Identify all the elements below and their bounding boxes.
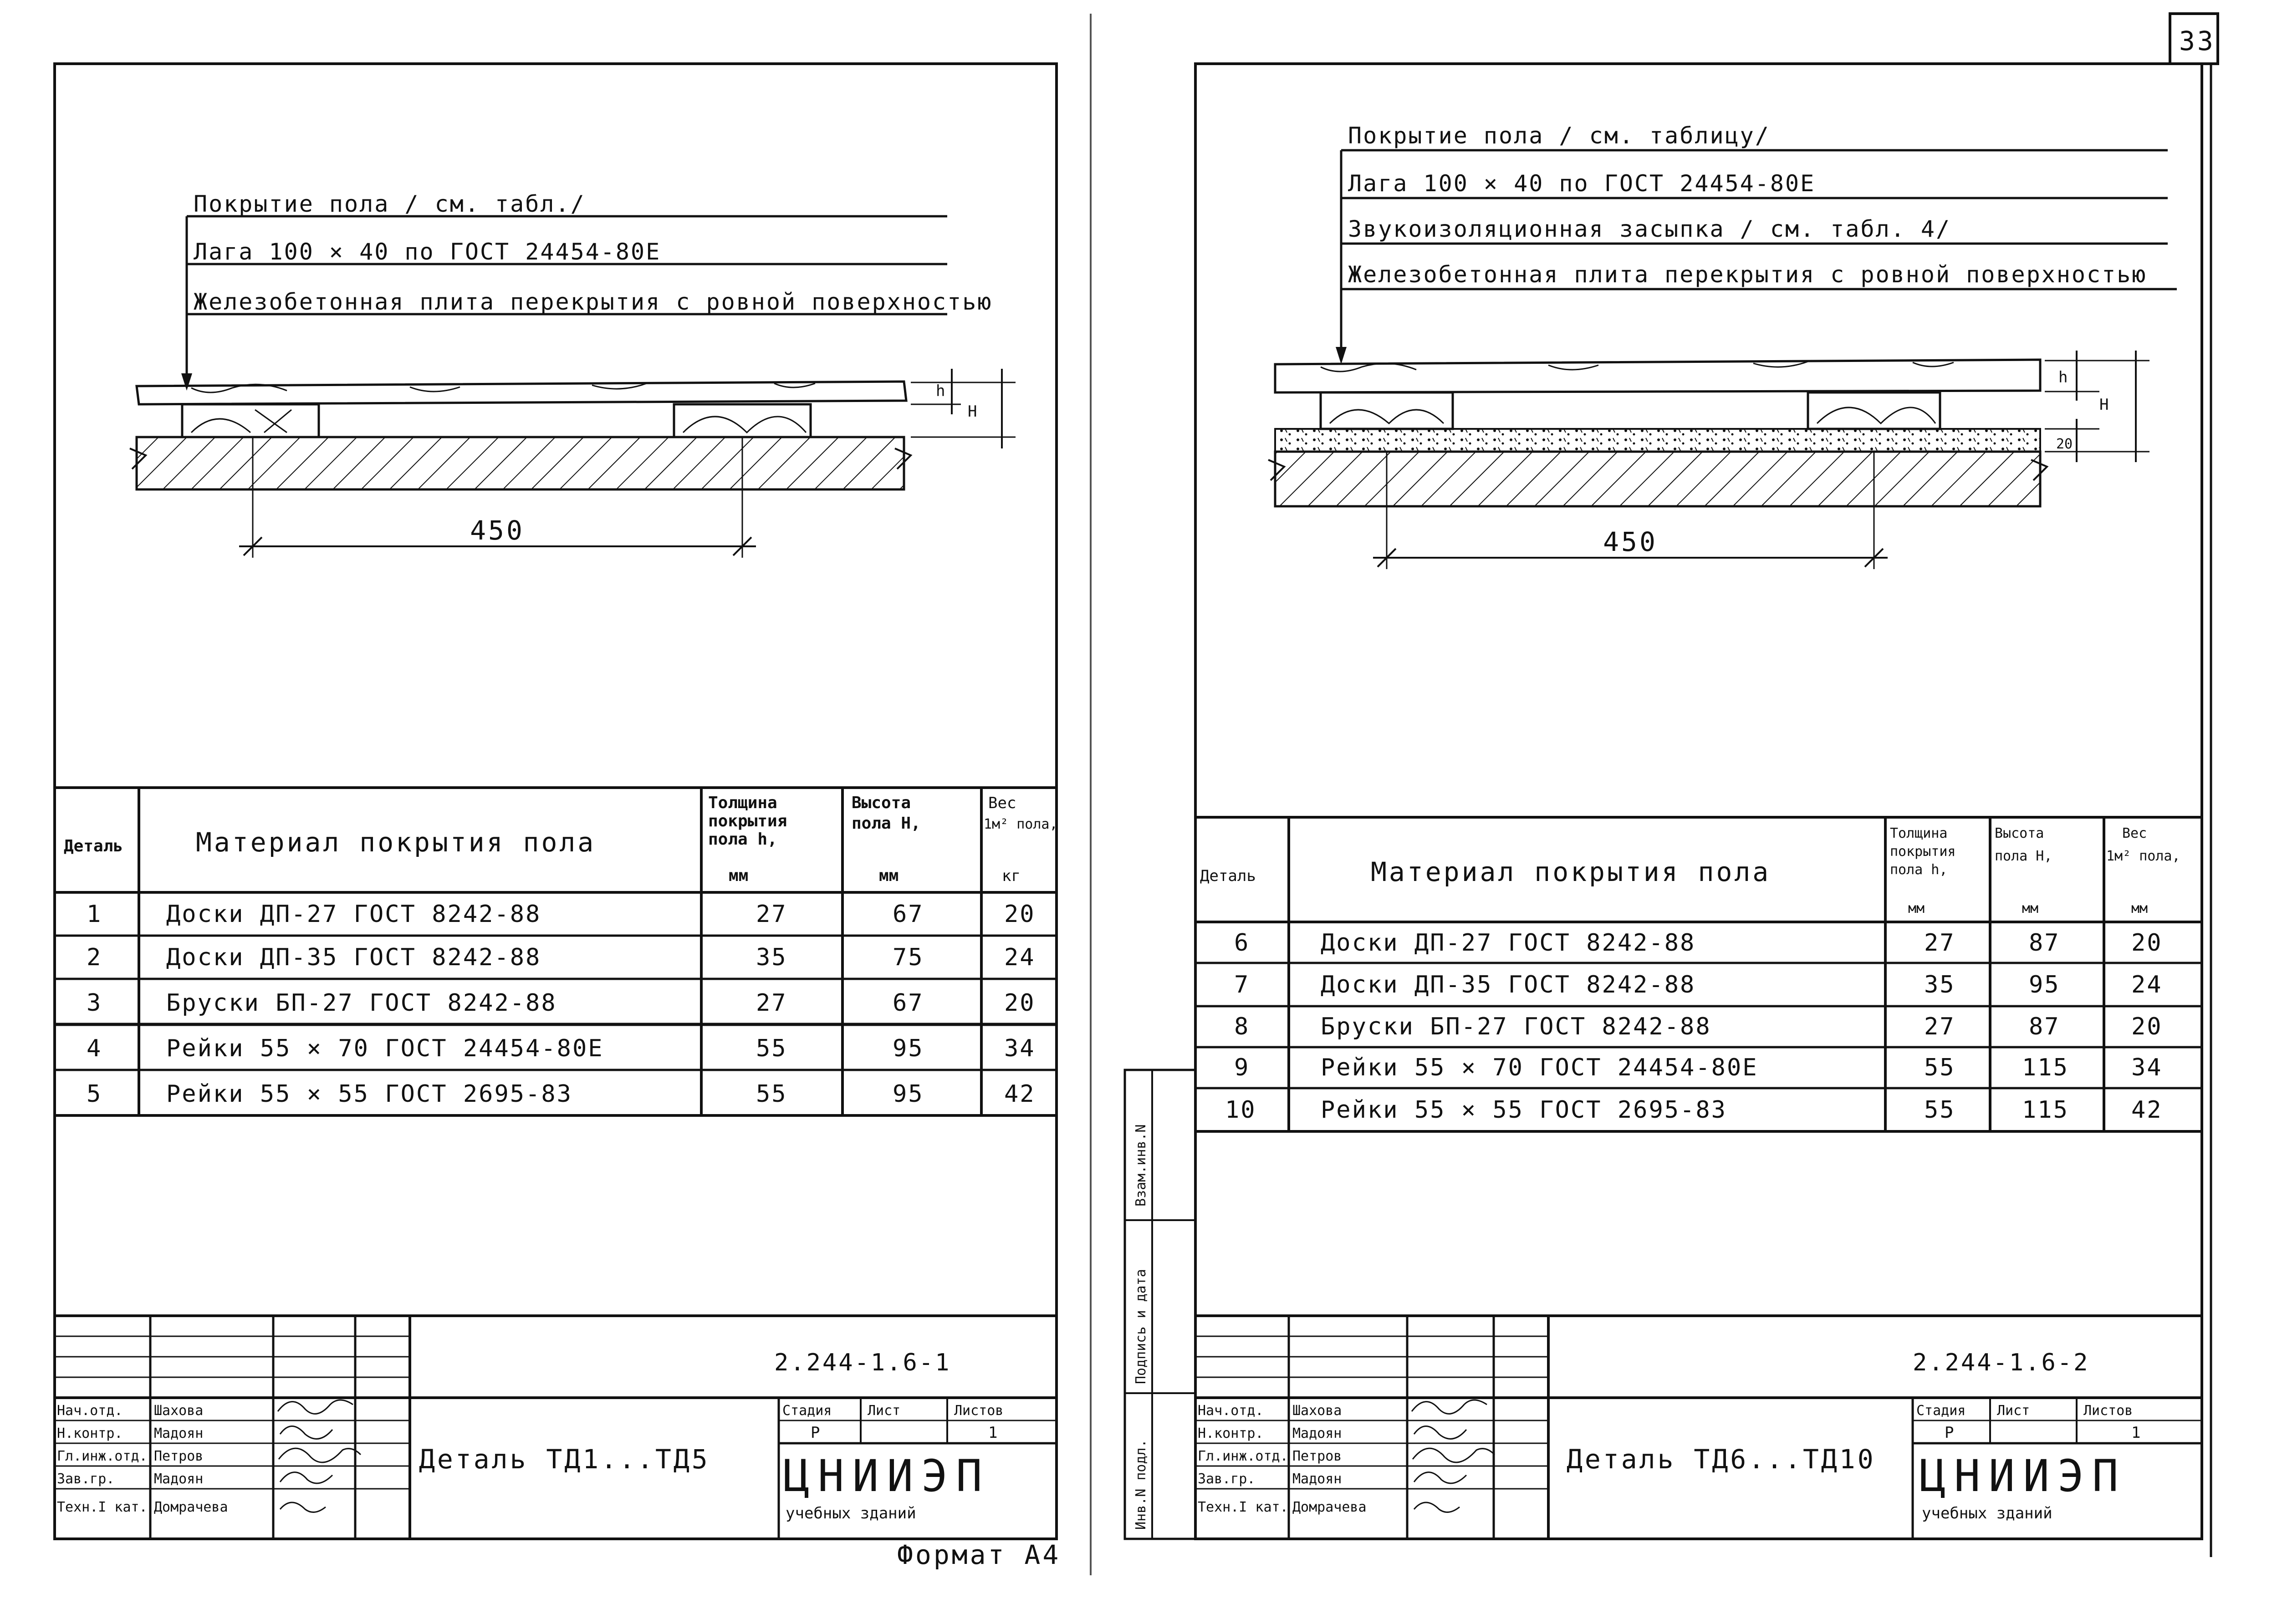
table-cell-text: 8 — [1234, 1013, 1250, 1040]
right-th-material: Материал покрытия пола — [1371, 856, 1771, 887]
left-th-thickness-3: пола h, — [708, 830, 777, 849]
signature — [1414, 1502, 1460, 1512]
table-cell-text: Рейки 55 × 70 ГОСТ 24454-80Е — [1321, 1054, 1758, 1081]
table-cell-text: Шахова — [154, 1403, 204, 1419]
table-cell-text: Бруски БП-27 ГОСТ 8242-88 — [1321, 1013, 1711, 1040]
side-label-replacement: Взам.инв.N — [1133, 1124, 1149, 1207]
right-org-logo: ЦНИИЭП — [1920, 1451, 2127, 1502]
right-label-finish: Покрытие пола / см. таблицу/ — [1348, 122, 1770, 149]
table-cell-text: Доски ДП-35 ГОСТ 8242-88 — [166, 944, 541, 971]
left-stage: Р — [811, 1424, 820, 1442]
right-th-weight-2: 1м² пола, — [2106, 848, 2180, 864]
right-label-slab: Железобетонная плита перекрытия с ровной поверхностью — [1348, 261, 2147, 288]
left-label-joist: Лага 100 × 40 по ГОСТ 24454-80Е — [194, 239, 661, 265]
right-drawing-code: 2.244-1.6-2 — [1913, 1349, 2090, 1376]
table-cell-text: 7 — [1234, 971, 1250, 998]
table-cell-text: 55 — [1924, 1096, 1955, 1124]
table-cell-text: Мадоян — [154, 1471, 204, 1487]
table-row — [1234, 929, 2163, 957]
right-sheets-header: Листов — [2083, 1403, 2133, 1419]
right-th-height-3: мм — [2022, 901, 2039, 916]
table-cell-text: Мадоян — [1292, 1471, 1342, 1487]
table-cell-text: 35 — [756, 944, 787, 971]
table-cell-text: 20 — [2131, 929, 2163, 957]
table-cell-text: 2 — [87, 944, 102, 971]
table-cell-text: Нач.отд. — [57, 1403, 123, 1419]
format-label: Формат А4 — [897, 1539, 1061, 1570]
left-label-finish: Покрытие пола / см. табл./ — [194, 191, 586, 217]
table-cell-text: Домрачева — [1292, 1499, 1367, 1515]
table-cell-text: Рейки 55 × 55 ГОСТ 2695-83 — [1321, 1096, 1727, 1124]
table-cell-text: Шахова — [1292, 1403, 1342, 1419]
table-cell-text: 87 — [2029, 929, 2060, 957]
page-number: 33 — [2179, 25, 2216, 56]
table-row — [1234, 971, 2163, 998]
signature — [1413, 1448, 1495, 1462]
table-row — [1234, 1054, 2163, 1081]
right-th-thickness-2: покрытия — [1890, 844, 1956, 860]
left-sheets: 1 — [988, 1424, 998, 1442]
signature — [1412, 1400, 1487, 1414]
table-cell-text: 67 — [893, 989, 924, 1017]
left-floor-section — [130, 369, 1016, 558]
left-th-thickness-1: Толщина — [708, 794, 777, 812]
table-cell-text: 3 — [87, 989, 102, 1017]
table-cell-text: 42 — [2131, 1096, 2163, 1124]
signature — [1414, 1472, 1466, 1483]
signature — [280, 1472, 332, 1483]
signature — [279, 1448, 361, 1462]
left-title-block — [55, 1316, 1061, 1570]
left-dim-H: H — [968, 402, 977, 421]
table-row — [87, 1080, 1036, 1108]
table-row — [87, 901, 1036, 928]
table-cell-text: 27 — [756, 989, 787, 1017]
left-sheet — [55, 64, 1061, 1570]
left-th-height-2: пола H, — [852, 814, 921, 833]
right-stage: Р — [1945, 1424, 1954, 1442]
table-cell-text: Техн.I кат. — [57, 1499, 148, 1515]
left-th-material: Материал покрытия пола — [196, 827, 596, 858]
left-sheet-title: Деталь ТД1...ТД5 — [419, 1444, 710, 1475]
table-cell-text: 24 — [1004, 944, 1036, 971]
table-cell-text: Зав.гр. — [1198, 1471, 1256, 1487]
table-cell-text: 95 — [893, 1035, 924, 1062]
table-cell-text: Рейки 55 × 55 ГОСТ 2695-83 — [166, 1080, 572, 1108]
right-dim-H: H — [2099, 396, 2109, 414]
right-sheets: 1 — [2131, 1424, 2141, 1442]
right-org-sub: учебных зданий — [1922, 1504, 2052, 1522]
left-stage-header: Стадия — [782, 1403, 832, 1419]
table-cell-text: 20 — [1004, 901, 1036, 928]
table-cell-text: 4 — [87, 1035, 102, 1062]
table-cell-text: Петров — [154, 1448, 204, 1464]
table-cell-text: 20 — [1004, 989, 1036, 1017]
right-th-thickness-3: пола h, — [1890, 862, 1948, 878]
table-cell-text: Бруски БП-27 ГОСТ 8242-88 — [166, 989, 557, 1017]
table-cell-text: Доски ДП-27 ГОСТ 8242-88 — [166, 901, 541, 928]
table-cell-text: 10 — [1225, 1096, 1256, 1124]
table-cell-text: Петров — [1292, 1448, 1342, 1464]
signature — [278, 1400, 353, 1414]
table-cell-text: Доски ДП-27 ГОСТ 8242-88 — [1321, 929, 1696, 957]
table-cell-text: 115 — [2022, 1096, 2069, 1124]
left-th-weight-3: кг — [1002, 867, 1021, 885]
table-cell-text: Техн.I кат. — [1198, 1499, 1288, 1515]
right-materials-table — [1195, 817, 2202, 1131]
side-label-inventory: Инв.N подл. — [1133, 1439, 1149, 1530]
table-cell-text: 75 — [893, 944, 924, 971]
table-row — [1225, 1096, 2163, 1124]
table-cell-text: Зав.гр. — [57, 1471, 115, 1487]
table-cell-text: Мадоян — [1292, 1425, 1342, 1441]
left-th-thickness-4: мм — [729, 866, 749, 885]
right-th-height-1: Высота — [1995, 825, 2044, 841]
table-cell-text: 95 — [2029, 971, 2060, 998]
table-row — [87, 989, 1036, 1017]
table-cell-text: 1 — [87, 901, 102, 928]
table-cell-text: Доски ДП-35 ГОСТ 8242-88 — [1321, 971, 1696, 998]
left-th-weight-2: 1м² пола, — [984, 816, 1058, 832]
right-th-thickness-4: мм — [1908, 901, 1925, 916]
signature — [1414, 1426, 1466, 1439]
left-org-logo: ЦНИИЭП — [783, 1451, 990, 1502]
right-dim-20: 20 — [2056, 436, 2073, 452]
right-label-fill: Звукоизоляционная засыпка / см. табл. 4/ — [1348, 216, 1951, 242]
table-cell-text: 27 — [1924, 1013, 1955, 1040]
table-cell-text: 42 — [1004, 1080, 1036, 1108]
right-dim-h: h — [2058, 368, 2068, 387]
table-cell-text: 55 — [756, 1035, 787, 1062]
left-sheets-header: Листов — [954, 1403, 1004, 1419]
left-drawing-code: 2.244-1.6-1 — [774, 1349, 951, 1376]
table-cell-text: Нач.отд. — [1198, 1403, 1264, 1419]
table-cell-text: 24 — [2131, 971, 2163, 998]
table-cell-text: 5 — [87, 1080, 102, 1108]
table-row — [87, 1035, 1036, 1062]
left-th-height-1: Высота — [852, 794, 911, 812]
left-label-slab: Железобетонная плита перекрытия с ровной поверхностью — [194, 289, 993, 315]
left-org-sub: учебных зданий — [786, 1504, 916, 1522]
right-th-weight-1: Вес — [2122, 825, 2147, 841]
table-cell-text: Домрачева — [154, 1499, 228, 1515]
table-cell-text: 87 — [2029, 1013, 2060, 1040]
table-cell-text: 55 — [756, 1080, 787, 1108]
left-materials-table — [55, 788, 1058, 1115]
table-cell-text: 20 — [2131, 1013, 2163, 1040]
table-cell-text: 27 — [756, 901, 787, 928]
table-cell-text: Гл.инж.отд. — [57, 1448, 148, 1464]
right-dim-450: 450 — [1603, 526, 1658, 557]
right-stage-header: Стадия — [1916, 1403, 1966, 1419]
table-cell-text: Н.контр. — [57, 1425, 123, 1441]
signature — [280, 1426, 332, 1439]
right-sheet — [1125, 14, 2218, 1557]
table-cell-text: 55 — [1924, 1054, 1955, 1081]
right-sheet-title: Деталь ТД6...ТД10 — [1567, 1444, 1876, 1475]
right-th-weight-3: мм — [2131, 901, 2148, 916]
left-dim-450: 450 — [470, 515, 525, 546]
table-cell-text: Мадоян — [154, 1425, 204, 1441]
right-title-block — [1195, 1316, 2202, 1539]
table-cell-text: 9 — [1234, 1054, 1250, 1081]
left-sheet-header: Лист — [868, 1403, 901, 1419]
left-th-thickness-2: покрытия — [708, 812, 787, 830]
right-th-height-2: пола H, — [1995, 848, 2052, 864]
right-label-joist: Лага 100 × 40 по ГОСТ 24454-80Е — [1348, 170, 1816, 197]
right-th-detail: Деталь — [1200, 867, 1256, 885]
table-row — [87, 944, 1036, 971]
table-cell-text: Н.контр. — [1198, 1425, 1264, 1441]
table-cell-text: 115 — [2022, 1054, 2069, 1081]
table-cell-text: 95 — [893, 1080, 924, 1108]
table-cell-text: 6 — [1234, 929, 1250, 957]
table-cell-text: Гл.инж.отд. — [1198, 1448, 1288, 1464]
left-th-detail: Деталь — [64, 837, 123, 855]
right-floor-section — [1268, 351, 2149, 569]
left-th-weight-1: Вес — [988, 794, 1016, 812]
right-sheet-header: Лист — [1997, 1403, 2030, 1419]
signature — [280, 1502, 326, 1512]
table-cell-text: Рейки 55 × 70 ГОСТ 24454-80Е — [166, 1035, 604, 1062]
table-row — [1234, 1013, 2163, 1040]
right-th-thickness-1: Толщина — [1890, 825, 1948, 841]
table-cell-text: 67 — [893, 901, 924, 928]
side-label-signature-date: Подпись и дата — [1133, 1269, 1149, 1384]
table-cell-text: 35 — [1924, 971, 1955, 998]
left-dim-h: h — [936, 382, 945, 400]
left-th-height-3: мм — [879, 866, 899, 885]
table-cell-text: 34 — [1004, 1035, 1036, 1062]
table-cell-text: 27 — [1924, 929, 1955, 957]
table-cell-text: 34 — [2131, 1054, 2163, 1081]
